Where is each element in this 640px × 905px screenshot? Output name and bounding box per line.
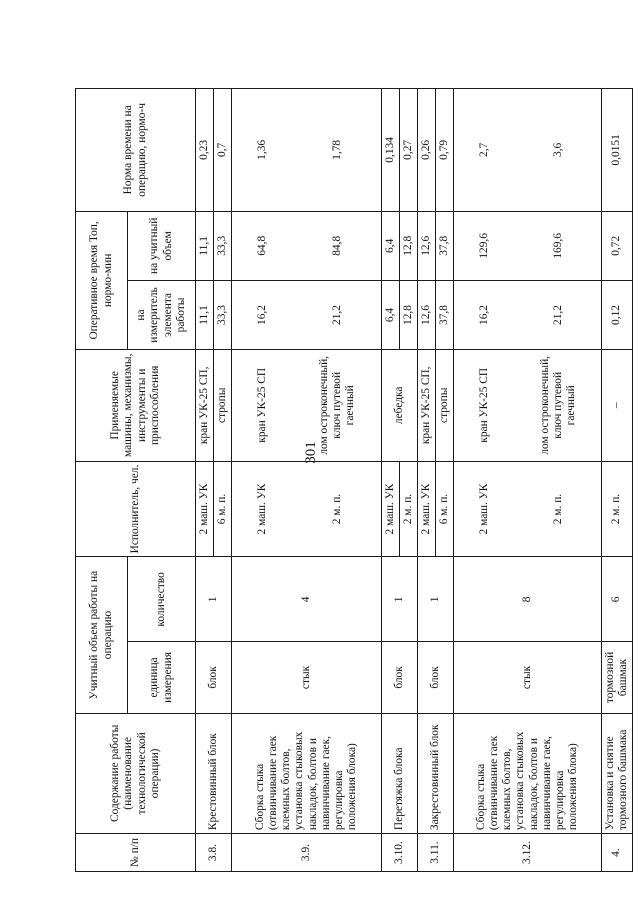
table-row [196, 89, 214, 872]
row-unit: блок [418, 642, 454, 713]
row-vol: 129,6 [454, 211, 516, 280]
row-meter: 37,8 [436, 280, 454, 349]
row-qty: 1 [382, 557, 418, 642]
header-content: Содержание работы (наименование технологической операции) [76, 713, 196, 833]
row-vol: 11,1 [196, 211, 214, 280]
row-machine: кран УК-25 СП, [196, 350, 214, 462]
table-row [454, 89, 516, 872]
row-num: 4. [602, 834, 633, 872]
row-content: Сборка стыка (отвинчивание гаек клемных болтов, установка стыковых накладок, болтов и навинчивание гаек, регулировка положения блока) [454, 713, 602, 833]
row-unit: блок [382, 642, 418, 713]
row-meter: 12,8 [400, 280, 418, 349]
row-meter: 11,1 [196, 280, 214, 349]
row-vol: 169,6 [516, 211, 602, 280]
row-qty: 1 [418, 557, 454, 642]
table-row [602, 89, 633, 872]
header-norm: Норма времени на операцию, нормо-ч [76, 89, 196, 212]
row-qty: 1 [196, 557, 232, 642]
row-norm: 1,36 [232, 89, 294, 212]
row-content: Сборка стыка (отвинчивание гаек клемных болтов, установка стыковых накладок, болтов и навинчивание гаек, регулировка положения блока) [232, 713, 382, 833]
row-content: Крестовинный блок [196, 713, 232, 833]
row-qty: 6 [602, 557, 633, 642]
row-machine: лебедка [382, 350, 418, 462]
row-executor: 2 маш. УК [196, 461, 214, 557]
row-norm: 0,134 [382, 89, 400, 212]
row-machine: кран УК-25 СП, [418, 350, 436, 462]
row-qty: 8 [454, 557, 602, 642]
row-vol: 64,8 [232, 211, 294, 280]
row-executor: 2 маш. УК [382, 461, 400, 557]
row-num: 3.9. [232, 834, 382, 872]
row-content: Закрестовинный блок [418, 713, 454, 833]
row-num: 3.10. [382, 834, 418, 872]
row-norm: 1,78 [294, 89, 382, 212]
row-norm: 2,7 [454, 89, 516, 212]
row-vol: 12,8 [400, 211, 418, 280]
row-machine: – [602, 350, 633, 462]
row-meter: 21,2 [294, 280, 382, 349]
table-row [418, 89, 436, 872]
header-qty: количество [128, 557, 196, 642]
row-executor: 2 м. п. [602, 461, 633, 557]
row-qty: 4 [232, 557, 382, 642]
row-content: Перетяжка блока [382, 713, 418, 833]
row-machine: кран УК-25 СП [232, 350, 294, 462]
row-vol: 37,8 [436, 211, 454, 280]
row-machine: лом остроконечный, ключ путевой гаечный [294, 350, 382, 462]
row-executor: 2 м. п. [516, 461, 602, 557]
row-machine: кран УК-25 СП [454, 350, 516, 462]
header-optime-meter: на измеритель элемента работы [128, 280, 196, 349]
row-num: 3.11. [418, 834, 454, 872]
row-vol: 0,72 [602, 211, 633, 280]
header-executor: Исполнитель, чел. [76, 461, 196, 557]
header-unit: единица измерения [128, 642, 196, 713]
row-norm: 0,27 [400, 89, 418, 212]
row-norm: 0,26 [418, 89, 436, 212]
page-number: 301 [302, 441, 319, 464]
row-meter: 6,4 [382, 280, 400, 349]
row-executor: 2 м. п. [400, 461, 418, 557]
row-meter: 33,3 [214, 280, 232, 349]
row-vol: 84,8 [294, 211, 382, 280]
row-machine: стропы [214, 350, 232, 462]
row-norm: 0,79 [436, 89, 454, 212]
row-executor: 2 маш. УК [418, 461, 436, 557]
row-executor: 6 м. п. [214, 461, 232, 557]
row-executor: 2 м. п. [294, 461, 382, 557]
row-num: 3.12. [454, 834, 602, 872]
header-volume: Учитный объем работы на операцию [76, 557, 128, 713]
rotated-table-wrapper [75, 88, 629, 872]
row-norm: 0,23 [196, 89, 214, 212]
row-norm: 0,7 [214, 89, 232, 212]
row-unit: тормозной башмак [602, 642, 633, 713]
row-meter: 12,6 [418, 280, 436, 349]
row-executor: 2 маш. УК [454, 461, 516, 557]
operations-table [75, 88, 633, 872]
row-meter: 16,2 [232, 280, 294, 349]
row-content: Установка и снятие тормозного башмака [602, 713, 633, 833]
row-meter: 0,12 [602, 280, 633, 349]
header-optime: Оперативное время Топ, нормо-мин [76, 211, 128, 349]
header-num: № п/п [76, 834, 196, 872]
row-executor: 2 маш. УК [232, 461, 294, 557]
row-unit: стык [454, 642, 602, 713]
row-machine: стропы [436, 350, 454, 462]
table-row [382, 89, 400, 872]
row-meter: 16,2 [454, 280, 516, 349]
row-unit: блок [196, 642, 232, 713]
row-vol: 12,6 [418, 211, 436, 280]
row-meter: 21,2 [516, 280, 602, 349]
row-vol: 33,3 [214, 211, 232, 280]
row-norm: 3,6 [516, 89, 602, 212]
row-vol: 6,4 [382, 211, 400, 280]
table-row [232, 89, 294, 872]
header-optime-vol: на учитный объем [128, 211, 196, 280]
row-executor: 6 м. п. [436, 461, 454, 557]
row-machine: лом остроконечный, ключ путевой гаечный [516, 350, 602, 462]
row-norm: 0,0151 [602, 89, 633, 212]
row-num: 3.8. [196, 834, 232, 872]
row-unit: стык [232, 642, 382, 713]
header-machines: Применяемые машины, механизмы, инструменты и приспособления [76, 350, 196, 462]
